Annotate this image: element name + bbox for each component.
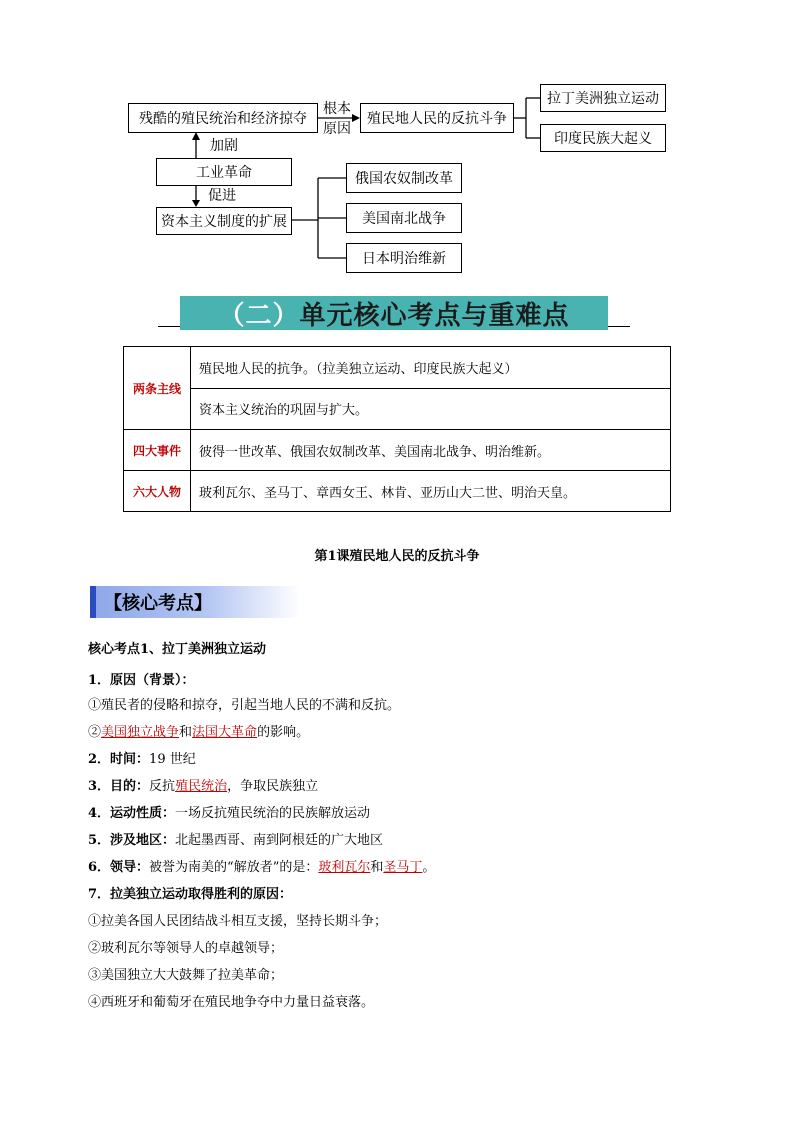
box-colonial-rule: 残酷的殖民统治和经济掠夺 bbox=[128, 103, 318, 133]
banner-close-paren: ） bbox=[272, 300, 300, 331]
lesson-title: 第1课殖民地人民的反抗斗争 bbox=[314, 549, 480, 564]
banner-number: 二 bbox=[245, 300, 273, 331]
cause-item-1: ①殖民者的侵略和掠夺，引起当地人民的不满和反抗。 bbox=[88, 698, 401, 713]
banner-open-paren: （ bbox=[218, 300, 246, 331]
table-row bbox=[124, 430, 671, 471]
time-line: 2．时间：19 世纪 bbox=[88, 752, 196, 767]
table-row bbox=[124, 388, 671, 430]
label-promote: 促进 bbox=[208, 188, 236, 204]
leader-line: 6．领导：被誉为南美的“解放者”的是：玻利瓦尔和圣马丁。 bbox=[88, 860, 436, 875]
area-line: 5．涉及地区：北起墨西哥、南到阿根廷的广大地区 bbox=[88, 833, 384, 848]
keyword-colonial-rule: 殖民统治 bbox=[175, 779, 228, 794]
box-meiji-restoration: 日本明治维新 bbox=[346, 243, 462, 273]
main-lines-head: 两条主线 bbox=[124, 347, 191, 430]
six-people-text: 玻利瓦尔、圣马丁、章西女王、林肯、亚历山大二世、明治天皇。 bbox=[191, 471, 671, 512]
box-latam: 拉丁美洲独立运动 bbox=[540, 84, 666, 112]
table-row bbox=[124, 471, 671, 512]
label-root-1: 根本 bbox=[323, 101, 351, 117]
box-us-civil-war: 美国南北战争 bbox=[346, 203, 462, 233]
core-points-banner: 【核心考点】 bbox=[90, 586, 300, 618]
goal-line: 3．目的：反抗殖民统治，争取民族独立 bbox=[88, 779, 319, 794]
keyword-san-martin: 圣马丁 bbox=[383, 860, 423, 875]
cause-item-2: ②美国独立战争和法国大革命的影响。 bbox=[88, 725, 310, 740]
table-row bbox=[124, 347, 671, 389]
summary-table bbox=[123, 346, 671, 512]
cause-heading: 1．原因（背景）： bbox=[88, 673, 195, 688]
success-item-2: ②玻利瓦尔等领导人的卓越领导； bbox=[88, 941, 284, 956]
nature-line: 4．运动性质：一场反抗殖民统治的民族解放运动 bbox=[88, 806, 371, 821]
keyword-american-war: 美国独立战争 bbox=[101, 725, 180, 740]
main-lines-item-1: 殖民地人民的抗争。（拉美独立运动、印度民族大起义） bbox=[191, 347, 671, 389]
box-india: 印度民族大起义 bbox=[540, 124, 666, 152]
success-item-3: ③美国独立大大鼓舞了拉美革命； bbox=[88, 968, 284, 983]
six-people-head: 六大人物 bbox=[124, 471, 191, 512]
keyword-bolivar: 玻利瓦尔 bbox=[318, 860, 371, 875]
kp1-title: 核心考点1、拉丁美洲独立运动 bbox=[88, 642, 267, 657]
box-capitalism: 资本主义制度的扩展 bbox=[156, 207, 292, 235]
box-russia-reform: 俄国农奴制改革 bbox=[346, 163, 462, 193]
banner-title bbox=[180, 296, 608, 330]
success-item-1: ①拉美各国人民团结战斗相互支援，坚持长期斗争； bbox=[88, 914, 388, 929]
label-root-2: 原因 bbox=[323, 121, 351, 137]
label-intensify: 加剧 bbox=[210, 138, 238, 154]
success-heading: 7．拉美独立运动取得胜利的原因： bbox=[88, 887, 293, 902]
banner-text: 单元核心考点与重难点 bbox=[299, 300, 570, 331]
box-industrial-revolution: 工业革命 bbox=[156, 158, 292, 186]
four-events-text: 彼得一世改革、俄国农奴制改革、美国南北战争、明治维新。 bbox=[191, 430, 671, 471]
section-banner bbox=[158, 296, 630, 330]
keyword-french-revolution: 法国大革命 bbox=[192, 725, 258, 740]
main-lines-item-2: 资本主义统治的巩固与扩大。 bbox=[191, 388, 671, 430]
success-item-4: ④西班牙和葡萄牙在殖民地争夺中力量日益衰落。 bbox=[88, 995, 375, 1010]
box-resistance: 殖民地人民的反抗斗争 bbox=[360, 103, 514, 133]
four-events-head: 四大事件 bbox=[124, 430, 191, 471]
